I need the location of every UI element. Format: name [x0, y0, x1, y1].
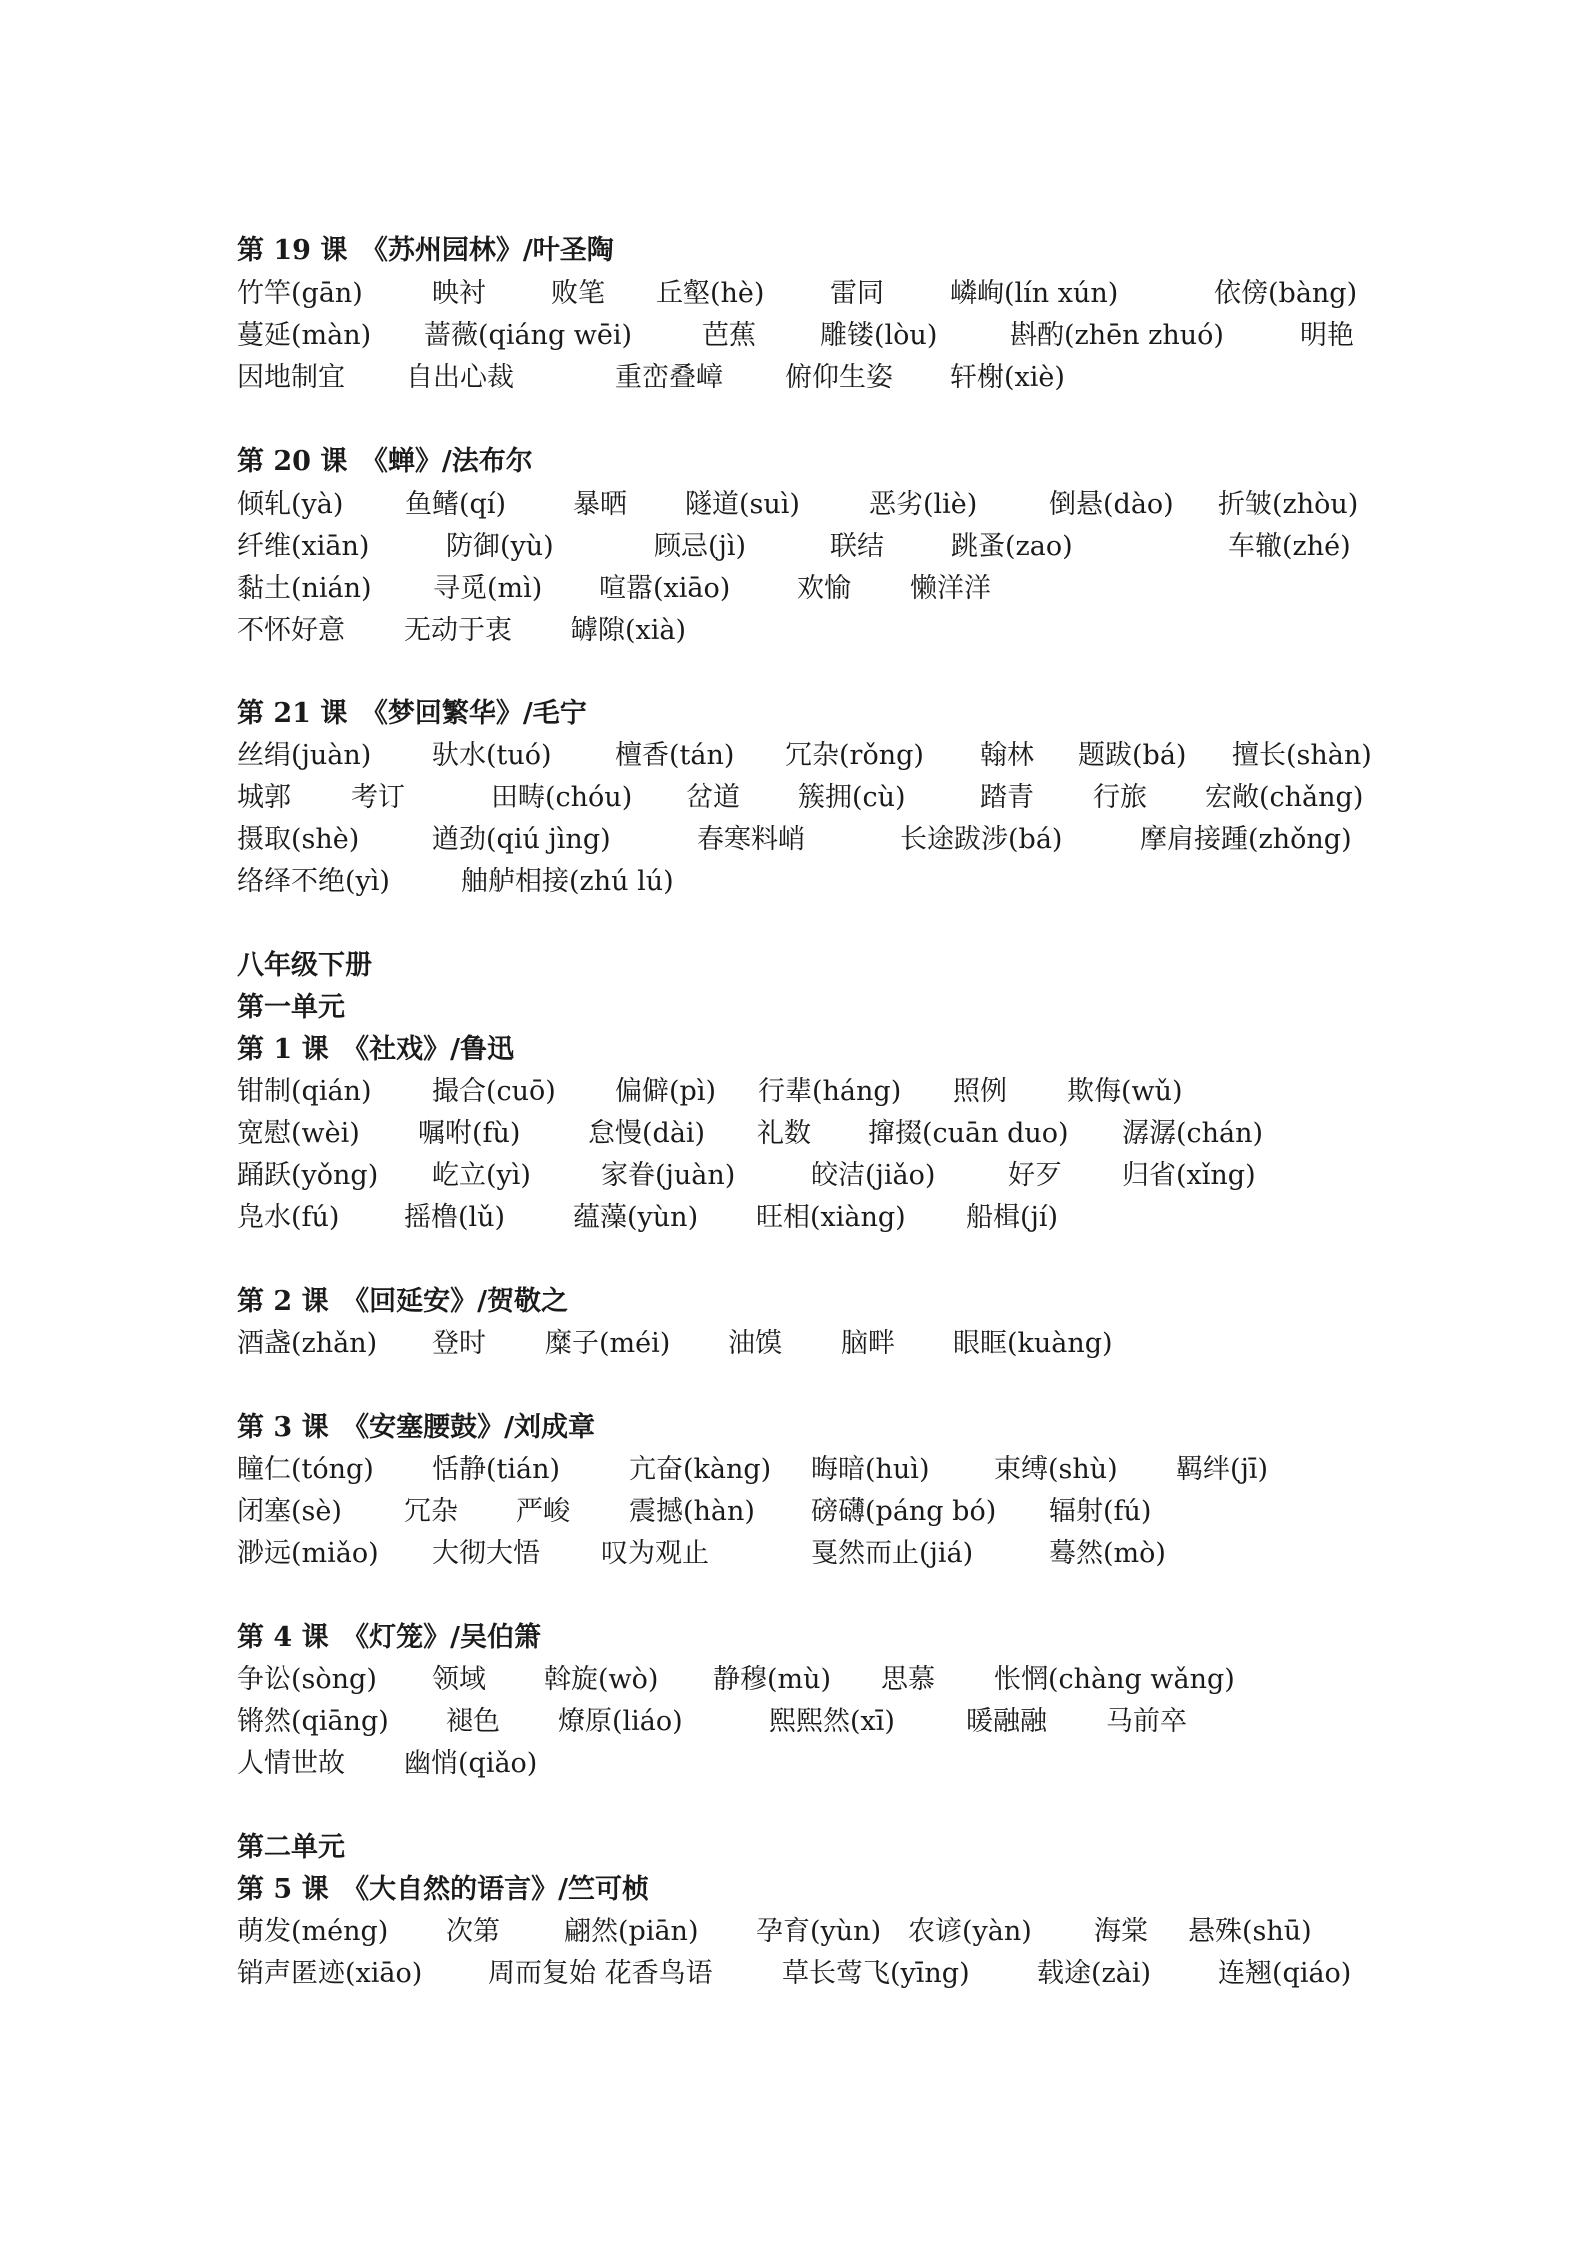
vocab-item: 田畴(chóu): [491, 782, 633, 813]
lesson-3-title: 第 3 课 《安塞腰鼓》/刘成章: [237, 1412, 595, 1443]
vocab-item: 好歹: [1008, 1160, 1062, 1191]
vocab-item: 人情世故: [237, 1748, 345, 1779]
vocab-item: 懒洋洋: [910, 573, 991, 604]
vocab-item: 偏僻(pì): [615, 1076, 716, 1107]
vocab-item: 蕴藻(yùn): [573, 1202, 699, 1233]
lesson-5-title: 第 5 课 《大自然的语言》/竺可桢: [237, 1874, 649, 1905]
vocab-item: 春寒料峭: [697, 824, 805, 855]
vocab-item: 不怀好意: [237, 615, 345, 646]
vocab-item: 蔓延(màn): [237, 320, 372, 351]
vocab-item: 农谚(yàn): [908, 1916, 1032, 1947]
vocab-item: 销声匿迹(xiāo): [237, 1958, 423, 1989]
vocab-item: 嶙峋(lín xún): [950, 278, 1119, 309]
vocab-item: 络绎不绝(yì): [237, 866, 390, 897]
vocab-item: 斟酌(zhēn zhuó): [1010, 320, 1224, 351]
vocab-item: 船楫(jí): [966, 1202, 1059, 1233]
vocab-item: 鱼鳍(qí): [405, 489, 506, 520]
vocab-item: 雷同: [830, 278, 884, 309]
vocab-item: 渺远(miǎo): [237, 1538, 379, 1569]
vocab-item: 旺相(xiàng): [756, 1202, 906, 1233]
unit-heading: 第二单元: [237, 1832, 345, 1863]
vocab-item: 戛然而止(jiá): [811, 1538, 974, 1569]
vocab-item: 悬殊(shū): [1188, 1916, 1312, 1947]
vocab-item: 燎原(liáo): [558, 1706, 683, 1737]
vocab-item: 重峦叠嶂: [615, 362, 723, 393]
vocab-item: 俯仰生姿: [785, 362, 893, 393]
vocab-item: 暖融融: [966, 1706, 1047, 1737]
vocab-item: 闭塞(sè): [237, 1496, 342, 1527]
vocab-item: 礼数: [757, 1118, 811, 1149]
vocab-item: 静穆(mù): [713, 1664, 832, 1695]
vocab-item: 黏土(nián): [237, 573, 372, 604]
vocab-item: 熙熙然(xī): [769, 1706, 895, 1737]
vocab-item: 踏青: [980, 782, 1034, 813]
vocab-item: 登时: [432, 1328, 486, 1359]
vocab-item: 皎洁(jiǎo): [811, 1160, 936, 1191]
vocab-item: 无动于衷: [404, 615, 512, 646]
vocab-item: 幽悄(qiǎo): [404, 1748, 538, 1779]
vocab-item: 隧道(suì): [685, 489, 800, 520]
vocab-item: 寻觅(mì): [433, 573, 543, 604]
vocab-item: 防御(yù): [446, 531, 554, 562]
vocab-item: 归省(xǐng): [1122, 1160, 1256, 1191]
vocab-item: 载途(zài): [1037, 1958, 1152, 1989]
vocab-item: 糜子(méi): [545, 1328, 671, 1359]
vocab-item: 羁绊(jī): [1176, 1454, 1269, 1485]
vocab-item: 岔道: [686, 782, 740, 813]
vocab-item: 自出心裁: [406, 362, 514, 393]
vocab-item: 翩然(piān): [564, 1916, 699, 1947]
vocab-item: 轩榭(xiè): [950, 362, 1065, 393]
vocab-item: 褪色: [446, 1706, 500, 1737]
lesson-21-title: 第 21 课 《梦回繁华》/毛宁: [237, 698, 587, 729]
vocab-item: 欺侮(wǔ): [1067, 1076, 1183, 1107]
vocab-item: 罅隙(xià): [571, 615, 687, 646]
vocab-item: 行辈(háng): [758, 1076, 902, 1107]
vocab-item: 因地制宜: [237, 362, 345, 393]
vocab-item: 凫水(fú): [237, 1202, 340, 1233]
vocab-item: 联结: [830, 531, 884, 562]
vocab-item: 题跋(bá): [1078, 740, 1187, 771]
vocab-item: 恶劣(liè): [869, 489, 978, 520]
vocab-item: 檀香(tán): [615, 740, 735, 771]
vocab-item: 驮水(tuó): [432, 740, 552, 771]
lesson-4-title: 第 4 课 《灯笼》/吴伯箫: [237, 1622, 541, 1653]
vocab-item: 芭蕉: [702, 320, 756, 351]
vocab-item: 大彻大悟: [432, 1538, 540, 1569]
vocab-item: 屹立(yì): [432, 1160, 531, 1191]
lesson-1-title: 第 1 课 《社戏》/鲁迅: [237, 1034, 514, 1065]
vocab-item: 折皱(zhòu): [1218, 489, 1359, 520]
vocab-item: 潺潺(chán): [1122, 1118, 1264, 1149]
vocab-item: 怅惘(chàng wǎng): [994, 1664, 1235, 1695]
vocab-item: 城郭: [237, 782, 291, 813]
vocab-item: 明艳: [1300, 320, 1354, 351]
vocab-item: 叹为观止: [601, 1538, 709, 1569]
lesson-19-title: 第 19 课 《苏州园林》/叶圣陶: [237, 235, 614, 266]
vocab-item: 竹竿(gān): [237, 278, 363, 309]
vocab-item: 顾忌(jì): [654, 531, 747, 562]
vocab-item: 雕镂(lòu): [820, 320, 938, 351]
vocab-item: 次第: [446, 1916, 500, 1947]
vocab-item: 依傍(bàng): [1214, 278, 1358, 309]
vocab-item: 家眷(juàn): [601, 1160, 736, 1191]
vocab-item: 蔷薇(qiáng wēi): [424, 320, 633, 351]
vocab-item: 海棠: [1094, 1916, 1148, 1947]
vocab-item: 嘱咐(fù): [418, 1118, 521, 1149]
vocab-item: 擅长(shàn): [1232, 740, 1372, 771]
vocab-item: 震撼(hàn): [629, 1496, 755, 1527]
vocab-item: 马前卒: [1106, 1706, 1187, 1737]
vocab-item: 车辙(zhé): [1228, 531, 1351, 562]
vocab-item: 长途跋涉(bá): [900, 824, 1063, 855]
vocab-item: 严峻: [516, 1496, 570, 1527]
vocab-item: 败笔: [551, 278, 605, 309]
vocab-item: 斡旋(wò): [544, 1664, 659, 1695]
vocab-item: 冗杂(rǒng): [785, 740, 924, 771]
vocab-item: 蓦然(mò): [1049, 1538, 1166, 1569]
vocab-item: 孕育(yùn): [756, 1916, 882, 1947]
vocab-item: 萌发(méng): [237, 1916, 389, 1947]
vocab-item: 草长莺飞(yīng): [782, 1958, 970, 1989]
vocab-item: 翰林: [980, 740, 1034, 771]
vocab-item: 欢愉: [797, 573, 851, 604]
vocab-item: 辐射(fú): [1049, 1496, 1152, 1527]
vocab-item: 锵然(qiāng): [237, 1706, 389, 1737]
vocab-item: 宏敞(chǎng): [1205, 782, 1364, 813]
vocab-item: 冗杂: [404, 1496, 458, 1527]
vocab-item: 映衬: [432, 278, 486, 309]
vocab-item: 恬静(tián): [432, 1454, 561, 1485]
vocab-item: 宽慰(wèi): [237, 1118, 360, 1149]
vocab-item: 暴晒: [573, 489, 627, 520]
vocab-item: 晦暗(huì): [811, 1454, 930, 1485]
grade-heading: 八年级下册: [237, 950, 372, 981]
vocab-item: 摇橹(lǔ): [404, 1202, 506, 1233]
vocab-item: 思慕: [881, 1664, 935, 1695]
vocab-item: 倒悬(dào): [1049, 489, 1174, 520]
vocab-item: 丝绢(juàn): [237, 740, 372, 771]
vocab-item: 喧嚣(xiāo): [599, 573, 731, 604]
vocab-item: 周而复始 花香鸟语: [488, 1958, 713, 1989]
vocab-item: 钳制(qián): [237, 1076, 372, 1107]
vocab-item: 摩肩接踵(zhǒng): [1140, 824, 1352, 855]
vocab-item: 脑畔: [841, 1328, 895, 1359]
vocab-item: 倾轧(yà): [237, 489, 344, 520]
vocab-item: 领域: [432, 1664, 486, 1695]
vocab-item: 眼眶(kuàng): [953, 1328, 1113, 1359]
vocab-item: 簇拥(cù): [798, 782, 906, 813]
vocab-item: 纤维(xiān): [237, 531, 370, 562]
vocab-item: 摄取(shè): [237, 824, 360, 855]
vocab-item: 踊跃(yǒng): [237, 1160, 379, 1191]
vocab-item: 丘壑(hè): [656, 278, 765, 309]
lesson-20-title: 第 20 课 《蝉》/法布尔: [237, 446, 533, 477]
vocab-item: 舳舻相接(zhú lú): [461, 866, 674, 897]
vocab-item: 撺掇(cuān duo): [868, 1118, 1069, 1149]
vocab-item: 怠慢(dài): [588, 1118, 706, 1149]
vocab-item: 撮合(cuō): [432, 1076, 556, 1107]
vocab-item: 瞳仁(tóng): [237, 1454, 374, 1485]
unit-heading: 第一单元: [237, 992, 345, 1023]
vocab-item: 遒劲(qiú jìng): [432, 824, 611, 855]
vocab-item: 连翘(qiáo): [1218, 1958, 1352, 1989]
vocab-item: 酒盏(zhǎn): [237, 1328, 378, 1359]
lesson-2-title: 第 2 课 《回延安》/贺敬之: [237, 1286, 568, 1317]
vocab-item: 束缚(shù): [994, 1454, 1118, 1485]
vocab-item: 油馍: [728, 1328, 782, 1359]
vocab-item: 亢奋(kàng): [629, 1454, 772, 1485]
vocab-item: 争讼(sòng): [237, 1664, 377, 1695]
vocab-item: 跳蚤(zao): [951, 531, 1073, 562]
vocab-item: 照例: [953, 1076, 1007, 1107]
vocab-item: 考订: [351, 782, 405, 813]
vocab-item: 磅礴(páng bó): [811, 1496, 997, 1527]
vocab-item: 行旅: [1093, 782, 1147, 813]
